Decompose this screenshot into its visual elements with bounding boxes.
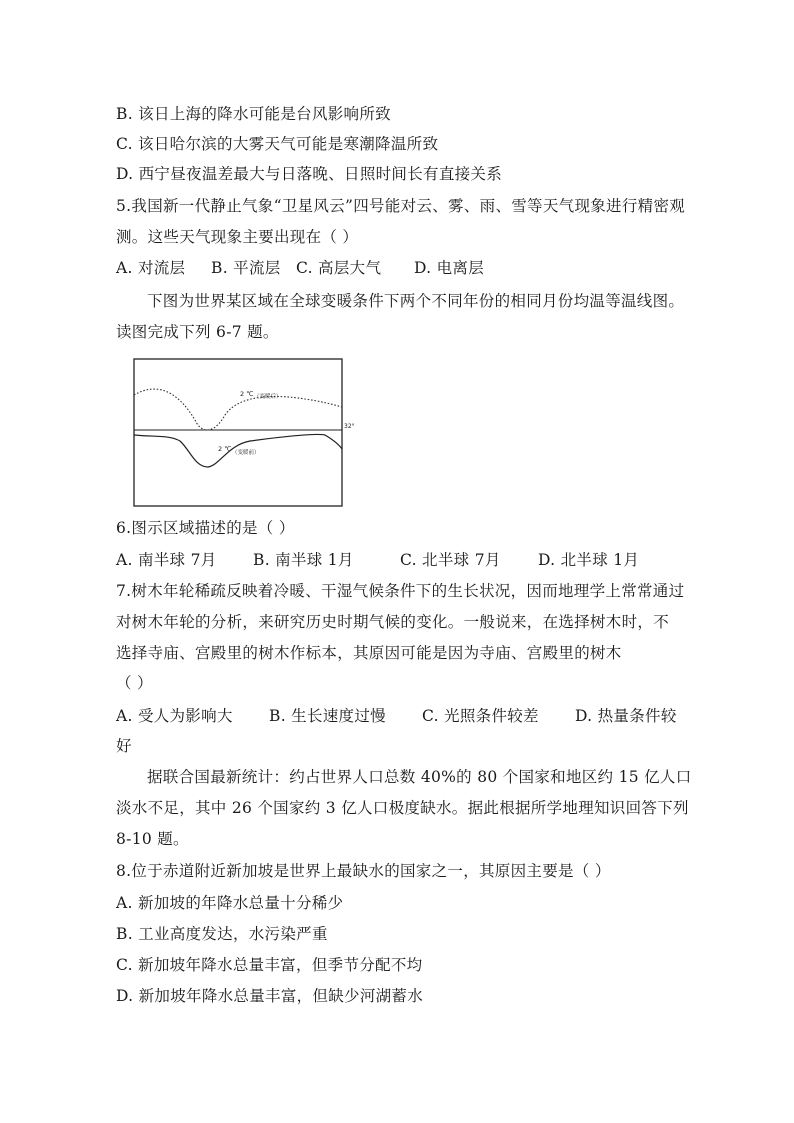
option-6b: B. 南半球 1月 bbox=[253, 551, 354, 569]
option-5b: B. 平流层 bbox=[211, 259, 281, 277]
option-5d: D. 电离层 bbox=[414, 259, 485, 277]
option-6d: D. 北半球 1月 bbox=[538, 551, 640, 569]
option-7d: D. 热量条件较 bbox=[575, 707, 677, 725]
option-7b: B. 生长速度过慢 bbox=[269, 707, 386, 725]
question-7-line2: 对树木年轮的分析，来研究历史时期气候的变化。一般说来，在选择树木时，不 bbox=[116, 613, 670, 631]
question-6: 6.图示区域描述的是（ ） bbox=[116, 519, 295, 537]
option-5c: C. 高层大气 bbox=[296, 259, 382, 277]
question-8: 8.位于赤道附近新加坡是世界上最缺水的国家之一，其原因主要是（ ） bbox=[116, 862, 611, 880]
intro-6-7-line2: 读图完成下列 6-7 题。 bbox=[116, 323, 279, 341]
option-4c: C. 该日哈尔滨的大雾天气可能是寒潮降温所致 bbox=[116, 135, 439, 153]
option-8c: C. 新加坡年降水总量丰富，但季节分配不均 bbox=[116, 956, 423, 974]
isotherm-figure bbox=[130, 355, 360, 510]
intro-8-10-line2: 淡水不足，其中 26 个国家约 3 亿人口极度缺水。据此根据所学地理知识回答下列 bbox=[116, 799, 689, 817]
question-7-line3: 选择寺庙、宫殿里的树木作标本，其原因可能是因为寺庙、宫殿里的树木 bbox=[116, 644, 622, 662]
option-8a: A. 新加坡的年降水总量十分稀少 bbox=[116, 894, 344, 912]
question-5-options bbox=[116, 258, 484, 278]
question-5-line1: 5.我国新一代静止气象“卫星风云”四号能对云、雾、雨、雪等天气现象进行精密观 bbox=[116, 197, 686, 215]
option-7a: A. 受人为影响大 bbox=[116, 707, 233, 725]
intro-8-10-line3: 8-10 题。 bbox=[116, 830, 189, 848]
option-8b: B. 工业高度发达，水污染严重 bbox=[116, 925, 328, 943]
isotherm-after-warming bbox=[134, 389, 342, 430]
question-7-line1: 7.树木年轮稀疏反映着冷暖、干湿气候条件下的生长状况，因而地理学上常常通过 bbox=[116, 582, 685, 600]
intro-6-7-line1: 下图为世界某区域在全球变暖条件下两个不同年份的相同月份均温等温线图。 bbox=[147, 292, 685, 310]
question-7-line5: 好 bbox=[116, 737, 132, 755]
figure-frame bbox=[134, 359, 342, 506]
option-5a: A. 对流层 bbox=[116, 259, 186, 277]
isotherm-map bbox=[130, 355, 360, 510]
option-4d: D. 西宁昼夜温差最大与日落晚、日照时间长有直接关系 bbox=[116, 165, 503, 183]
question-5-line2: 测。这些天气现象主要出现在（ ） bbox=[116, 228, 359, 246]
question-6-options bbox=[116, 550, 639, 570]
intro-8-10-line1: 据联合国最新统计：约占世界人口总数 40%的 80 个国家和地区约 15 亿人口 bbox=[147, 768, 692, 786]
label-after-temp: 2 ℃ bbox=[240, 390, 254, 398]
lat-label: 32° bbox=[344, 423, 355, 430]
label-before-temp: 2 ℃ bbox=[218, 445, 232, 453]
label-after-note: （变暖后） bbox=[254, 394, 282, 400]
option-6c: C. 北半球 7月 bbox=[400, 551, 501, 569]
option-6a: A. 南半球 7月 bbox=[116, 551, 217, 569]
label-before-note: （变暖前） bbox=[232, 450, 260, 456]
option-7c: C. 光照条件较差 bbox=[422, 707, 539, 725]
option-4b: B. 该日上海的降水可能是台风影响所致 bbox=[116, 105, 391, 123]
question-7-line4: （ ） bbox=[116, 674, 153, 692]
question-7-options bbox=[116, 706, 677, 726]
option-8d: D. 新加坡年降水总量丰富，但缺少河湖蓄水 bbox=[116, 987, 424, 1005]
